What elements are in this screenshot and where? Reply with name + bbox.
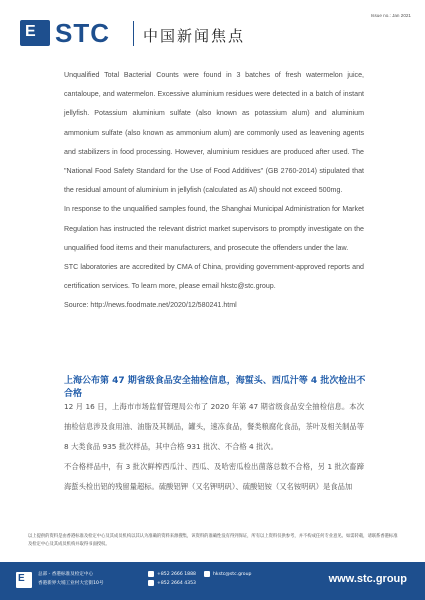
logo-text: STC: [55, 17, 110, 48]
footer-logo-icon: E: [16, 572, 32, 588]
page-footer: [0, 562, 425, 600]
article-paragraph: STC laboratories are accredited by CMA of China, providing government-approved reports and certification services. To learn more, please email hkstc@stc.group.: [64, 263, 364, 291]
article-paragraph: 不合格样品中，有 3 批次鲜榨西瓜汁、西瓜、及哈密瓜检出菌落总数不合格，另 1 批次畜蹄海蜇头检出铝的残留量超标。硫酸铝钾（又名钾明矾）、硫酸铝铵（又名铵明矾）是食品加: [64, 462, 364, 491]
page-header: [0, 0, 425, 62]
chinese-article: [64, 397, 364, 497]
article-paragraph: Unqualified Total Bacterial Counts were found in 3 batches of fresh watermelon juice, cantaloupe, and watermelon. Excessive aluminium residues were detected in a batch of instant jellyfish. Potassium aluminium sulfate (also known as potassium alum) and aluminium ammonium sulfate (also known as ammonium alum) are commonly used as leavening agents and stabilizers in food processing. However, aluminium residues are produced after used. The "National Food Safety Standard for the Use of Food Additives" (GB 2760-2014) stipulated that the residual amount of aluminium in jellyfish (calculated as Al) should not exceed 500mg.: [64, 71, 364, 195]
newsletter-title: 中国新闻焦点: [143, 27, 246, 45]
logo-mark-icon: E: [20, 20, 50, 46]
phone-icon: [148, 571, 154, 577]
english-article: [64, 66, 364, 316]
header-divider: [133, 21, 134, 46]
footer-email: [204, 570, 251, 579]
hq-address: 香港新界大埔工业村大宏街10号: [38, 581, 104, 586]
email-address[interactable]: hkstc@stc.group: [213, 572, 252, 577]
article-source: Source: http://news.foodmate.net/2020/12/580241.html: [64, 301, 237, 310]
footer-address: [38, 570, 104, 588]
fax-number: +852 2664 4353: [157, 581, 196, 586]
website-link[interactable]: www.stc.group: [328, 573, 407, 585]
issue-number: Issue no.: Jan 2021: [370, 13, 411, 18]
footer-phones: [148, 570, 196, 588]
stc-logo: [20, 17, 110, 48]
fax-icon: [148, 580, 154, 586]
email-icon: [204, 571, 210, 577]
disclaimer: 以上提供的资料是由香港标准及检定中心及其成员机构以其认为准确的资料来源搜集，该资料的准确性没有得到保证，所有以上资料仅供参考，并不构成任何专业意见。如需转载，请联系香港标准及检定中心及其成员机构并取得书面授权。: [28, 534, 398, 547]
phone-number: +852 2666 1888: [157, 572, 196, 577]
article-paragraph: 12 月 16 日，上海市市场监督管理局公布了 2020 年第 47 期省级食品安全抽检信息。本次抽检信息涉及食用油、油脂及其制品，罐头，速冻食品，餐类粮腐化食品，茶叶及相关制品等 8 大类食品 935 批次样品，其中合格 931 批次、不合格 4 批次。: [64, 402, 364, 451]
hq-label: 总部 - 香港标准及检定中心: [38, 572, 94, 577]
article-paragraph: In response to the unqualified samples found, the Shanghai Municipal Administration for Market Regulation has instructed the relevant district market supervisors to promptly investigate on the unqualified food items and their manufacturers, and prosecute the offenders under the law.: [64, 205, 364, 252]
chinese-article-title: 上海公布第 47 期省级食品安全抽检信息，海蜇头、西瓜汁等 4 批次检出不合格: [64, 376, 366, 399]
